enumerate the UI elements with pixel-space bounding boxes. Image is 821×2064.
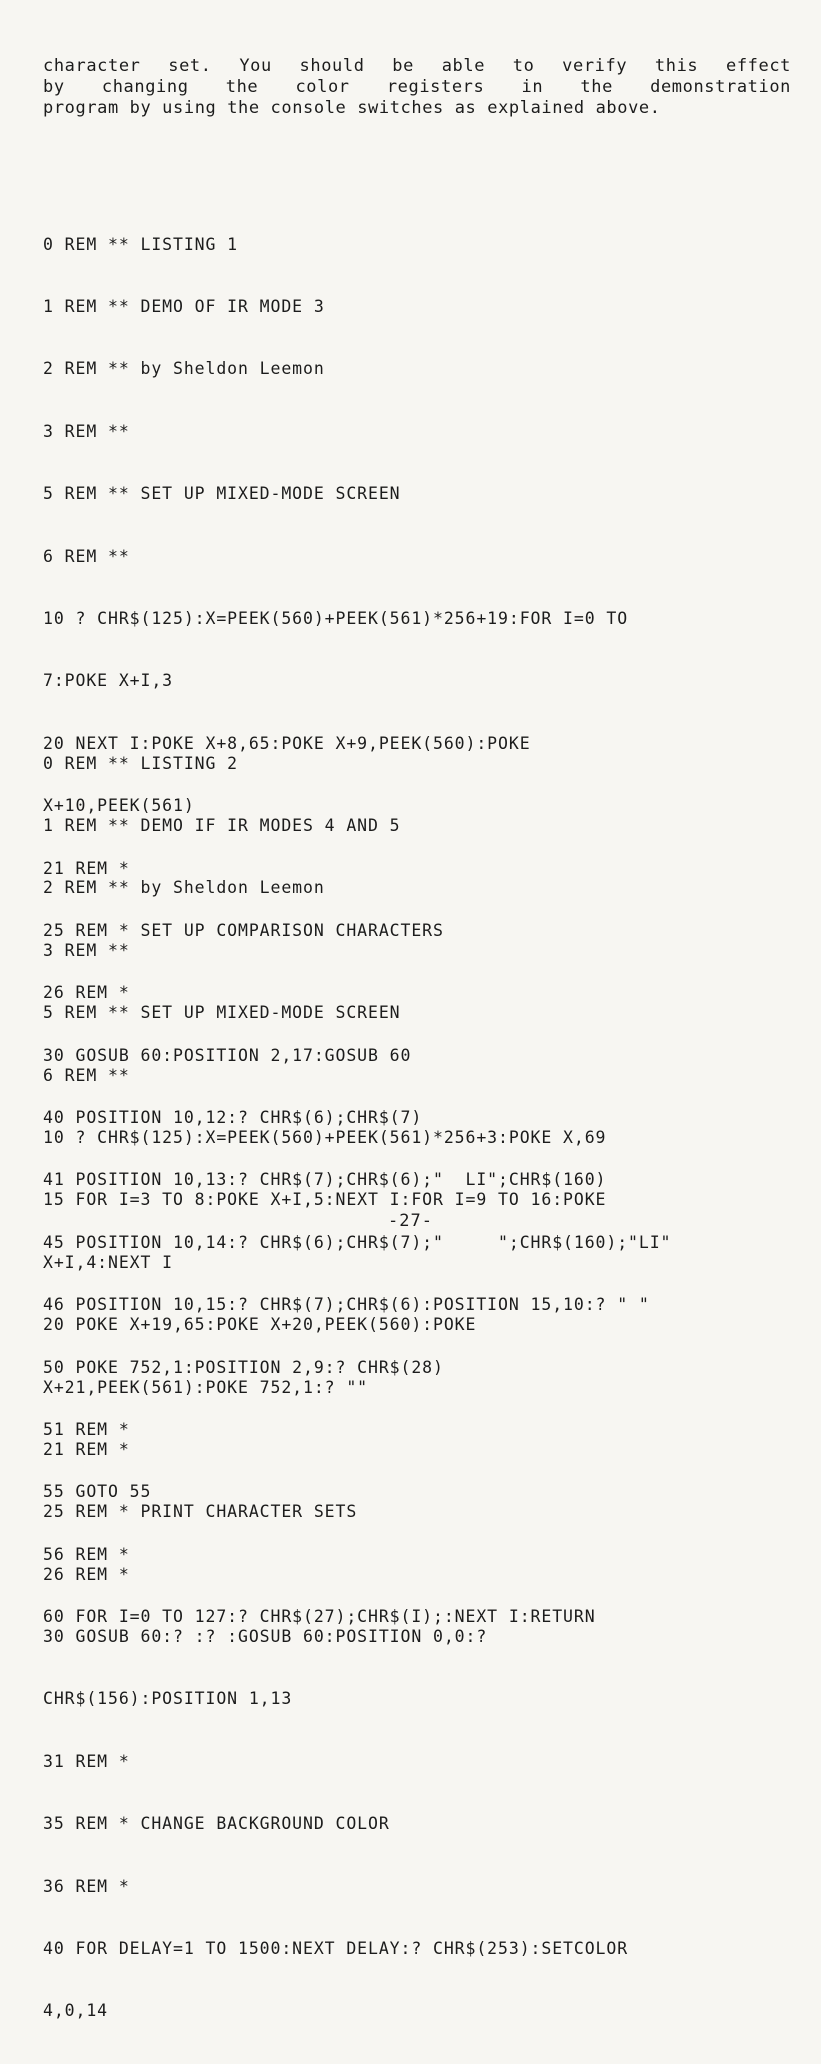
code-line: 21 REM * bbox=[43, 1439, 130, 1459]
code-line: 41 POSITION 10,13:? CHR$(7);CHR$(6);" LI";CHR$(160) bbox=[43, 1170, 607, 1190]
code-line: 60 FOR I=0 TO 127:? CHR$(27);CHR$(I);:NEXT I:RETURN bbox=[43, 1607, 596, 1627]
code-line: 56 REM * bbox=[43, 1544, 130, 1564]
code-line: 50 POKE 752,1:POSITION 2,9:? CHR$(28) bbox=[43, 1357, 444, 1377]
code-listing-2 bbox=[43, 712, 628, 2064]
code-line: 36 REM * bbox=[43, 1876, 130, 1896]
code-line: 6 REM ** bbox=[43, 546, 130, 566]
code-line: 25 REM * SET UP COMPARISON CHARACTERS bbox=[43, 920, 444, 940]
code-line: 2 REM ** by Sheldon Leemon bbox=[43, 878, 325, 898]
code-line: 51 REM * bbox=[43, 1420, 130, 1440]
code-line: 6 REM ** bbox=[43, 1065, 130, 1085]
code-line: 25 REM * PRINT CHARACTER SETS bbox=[43, 1502, 358, 1522]
code-line: 10 ? CHR$(125):X=PEEK(560)+PEEK(561)*256+19:FOR I=0 TO bbox=[43, 608, 629, 628]
code-line: 5 REM ** SET UP MIXED-MODE SCREEN bbox=[43, 484, 401, 504]
code-line: 31 REM * bbox=[43, 1751, 130, 1771]
code-line: 55 GOTO 55 bbox=[43, 1482, 152, 1502]
code-line: X+10,PEEK(561) bbox=[43, 796, 195, 816]
intro-line: character set. You should be able to verify this effect bbox=[43, 56, 791, 76]
code-line: 1 REM ** DEMO IF IR MODES 4 AND 5 bbox=[43, 815, 401, 835]
page-number: -27- bbox=[388, 1211, 433, 1231]
code-line: 15 FOR I=3 TO 8:POKE X+I,5:NEXT I:FOR I=9 TO 16:POKE bbox=[43, 1190, 607, 1210]
code-line: 2 REM ** by Sheldon Leemon bbox=[43, 359, 325, 379]
intro-line: program by using the console switches as explained above. bbox=[43, 98, 661, 118]
intro-line: by changing the color registers in the demonstration bbox=[43, 77, 791, 97]
code-line: 26 REM * bbox=[43, 1564, 130, 1584]
code-line: X+I,4:NEXT I bbox=[43, 1252, 174, 1272]
code-line: 46 POSITION 10,15:? CHR$(7);CHR$(6):POSITION 15,10:? " " bbox=[43, 1295, 650, 1315]
code-line: 45 POSITION 10,14:? CHR$(6);CHR$(7);" ";CHR$(160);"LI" bbox=[43, 1232, 672, 1252]
code-line: 5 REM ** SET UP MIXED-MODE SCREEN bbox=[43, 1003, 401, 1023]
code-line: 10 ? CHR$(125):X=PEEK(560)+PEEK(561)*256+3:POKE X,69 bbox=[43, 1127, 607, 1147]
code-line: 0 REM ** LISTING 1 bbox=[43, 234, 239, 254]
code-line: 40 POSITION 10,12:? CHR$(6);CHR$(7) bbox=[43, 1108, 423, 1128]
code-line: 7:POKE X+I,3 bbox=[43, 671, 174, 691]
code-line: 20 POKE X+19,65:POKE X+20,PEEK(560):POKE bbox=[43, 1315, 477, 1335]
code-line: 3 REM ** bbox=[43, 421, 130, 441]
code-line: 1 REM ** DEMO OF IR MODE 3 bbox=[43, 296, 325, 316]
code-line: 30 GOSUB 60:? :? :GOSUB 60:POSITION 0,0:? bbox=[43, 1627, 488, 1647]
code-line: 0 REM ** LISTING 2 bbox=[43, 753, 239, 773]
code-line: 3 REM ** bbox=[43, 940, 130, 960]
code-line: 20 NEXT I:POKE X+8,65:POKE X+9,PEEK(560):POKE bbox=[43, 733, 531, 753]
code-line: 26 REM * bbox=[43, 983, 130, 1003]
intro-paragraph bbox=[43, 56, 791, 119]
code-line: 35 REM * CHANGE BACKGROUND COLOR bbox=[43, 1814, 390, 1834]
code-line: CHR$(156):POSITION 1,13 bbox=[43, 1689, 293, 1709]
code-line: 4,0,14 bbox=[43, 2001, 109, 2021]
code-line: X+21,PEEK(561):POKE 752,1:? "" bbox=[43, 1377, 369, 1397]
code-line: 40 FOR DELAY=1 TO 1500:NEXT DELAY:? CHR$(253):SETCOLOR bbox=[43, 1939, 629, 1959]
code-line: 30 GOSUB 60:POSITION 2,17:GOSUB 60 bbox=[43, 1045, 412, 1065]
code-line: 21 REM * bbox=[43, 858, 130, 878]
